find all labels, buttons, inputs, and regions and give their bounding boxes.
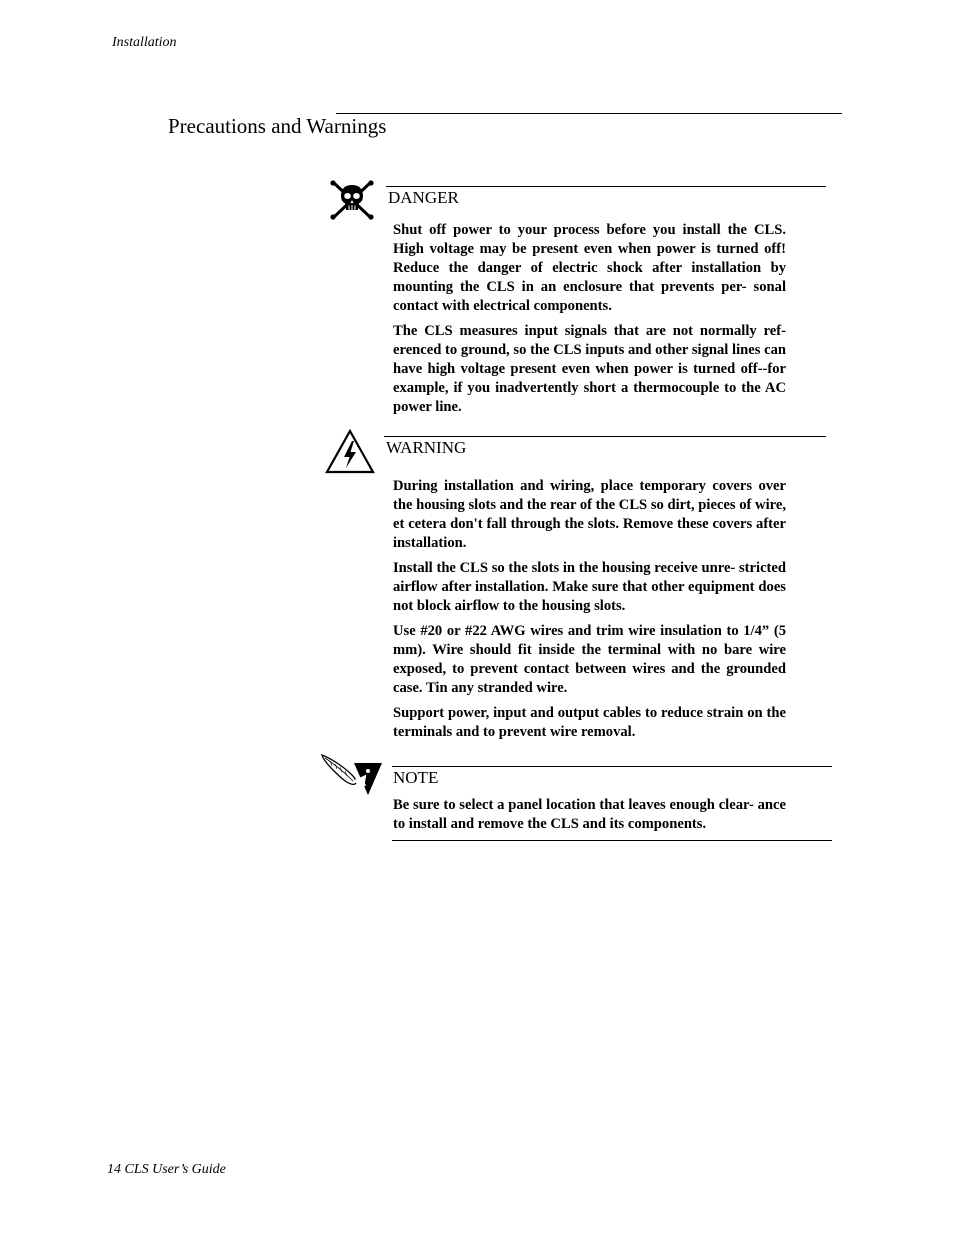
skull-crossbones-icon: [330, 179, 374, 221]
warning-body: [393, 477, 786, 748]
danger-rule: [386, 186, 826, 187]
warning-paragraph-3: Use #20 or #22 AWG wires and trim wire insulation to 1/4” (5 mm). Wire should fit inside the terminal with no bare wire exposed, to prevent contact between wires and the grounded case. Tin any stranded wire.: [393, 623, 786, 696]
warning-paragraph-1: During installation and wiring, place temporary covers over the housing slots and the rear of the CLS so dirt, pieces of wire, et cetera don't fall through the slots. Remove these covers after installation.: [393, 478, 786, 551]
note-heading: NOTE: [393, 768, 439, 787]
note-rule: [392, 766, 832, 767]
page-title: Precautions and Warnings: [168, 114, 387, 138]
page-footer: 14 CLS User’s Guide: [107, 1162, 226, 1177]
note-bottom-rule: [392, 840, 832, 841]
quill-note-icon: [320, 753, 384, 797]
note-paragraph-1: Be sure to select a panel location that leaves enough clear- ance to install and remove the CLS and its components.: [393, 797, 786, 832]
warning-paragraph-4: Support power, input and output cables to reduce strain on the terminals and to prevent wire removal.: [393, 705, 786, 740]
title-rule: [336, 113, 842, 114]
danger-body: [393, 221, 786, 423]
lightning-triangle-icon: [325, 429, 375, 474]
warning-rule: [384, 436, 826, 437]
warning-heading: WARNING: [386, 438, 467, 457]
danger-heading: DANGER: [388, 188, 459, 207]
note-body: [393, 796, 786, 840]
danger-paragraph-1: Shut off power to your process before you install the CLS. High voltage may be present even when power is turned off! Reduce the danger of electric shock after installation by mounting the CLS in an enclosure that prevents per- sonal contact with electrical components.: [393, 222, 786, 314]
danger-paragraph-2: The CLS measures input signals that are not normally ref- erenced to ground, so the CLS inputs and other signal lines can have high voltage present even when power is turned off--for example, if you inadvertently short a thermocouple to the AC power line.: [393, 323, 786, 415]
warning-paragraph-2: Install the CLS so the slots in the housing receive unre- stricted airflow after installation. Make sure that other equipment does not block airflow to the housing slots.: [393, 560, 786, 614]
running-head: Installation: [112, 35, 177, 50]
